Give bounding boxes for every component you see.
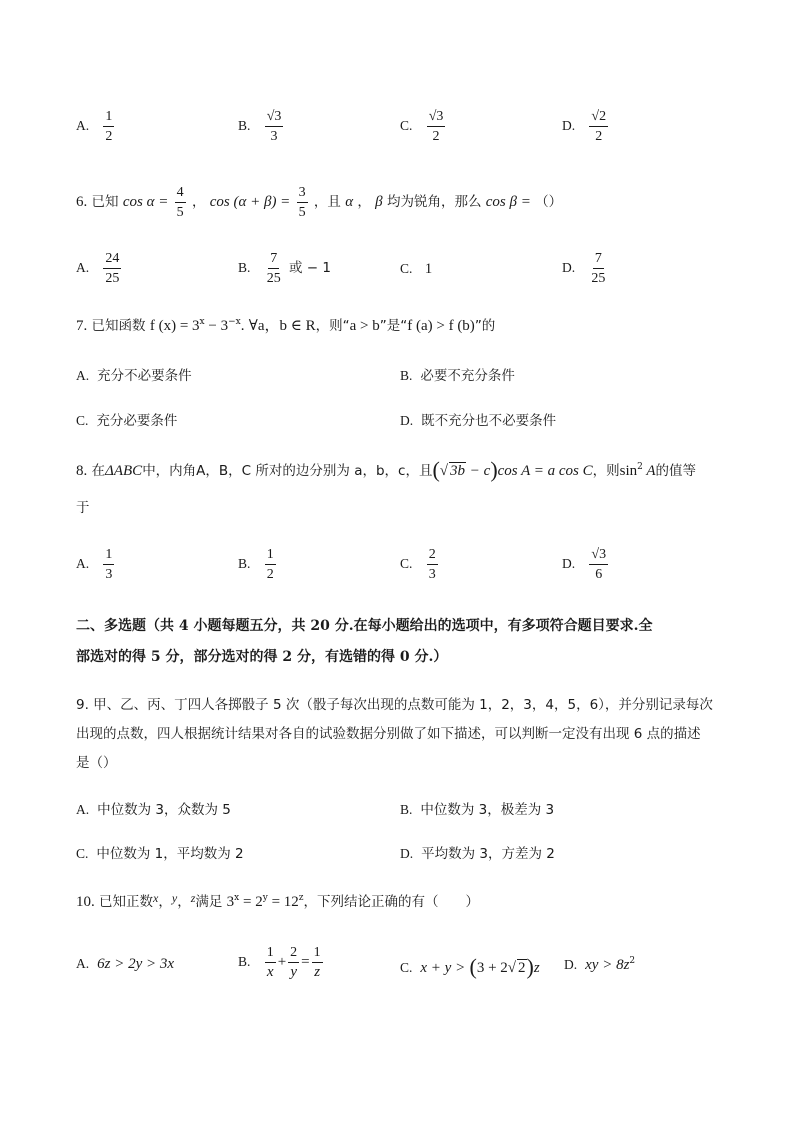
fraction: $\frac{4}{5}$ <box>176 185 184 220</box>
q8-option-d <box>562 546 610 583</box>
fraction: $\frac{2}{y}$ <box>290 945 298 980</box>
option-label: D. <box>562 556 576 571</box>
fraction: $\frac{1}{3}$ <box>105 547 113 582</box>
fraction: $\frac{1}{z}$ <box>313 945 321 980</box>
q8-stem: 8. 在ΔABC中，内角A，B，C 所对的边分别为 a，b，c，且(√ 3b − c)cos A = a cos C，则$\sin^2 A$的值等 <box>76 457 697 482</box>
option-label: A. <box>76 260 90 275</box>
fraction: $\frac{1}{x}$ <box>266 945 274 980</box>
q6-option-c: C. 1 <box>400 261 433 277</box>
q7-option-a: A. 充分不必要条件 <box>76 368 192 384</box>
fraction: $\frac{7}{25}$ <box>266 251 281 286</box>
q10-stem: 10. 已知正数x，y，z满足 $3^x = 2^y = 12^z$，下列结论正确的有（ ） <box>76 891 480 910</box>
q9-option-c: C. 中位数为 1，平均数为 2 <box>76 846 244 862</box>
q6-option-a <box>76 250 123 287</box>
option-label: A. <box>76 556 90 571</box>
option-label: C. <box>400 960 413 975</box>
option-label: A. <box>76 956 90 971</box>
q9-option-b: B. 中位数为 3，极差为 3 <box>400 802 555 818</box>
fraction: $\frac{√2}{2}$ <box>591 109 607 144</box>
option-label: C. <box>400 556 413 571</box>
q10-option-a: A. 6z > 2y > 3x <box>76 956 175 972</box>
option-label: D. <box>400 413 414 428</box>
section-heading: 二、多选题（共 4 小题每题五分，共 20 分.在每小题给出的选项中，有多项符合题目要求.全 <box>76 618 653 634</box>
option-label: B. <box>400 802 413 817</box>
option-label: B. <box>238 260 251 275</box>
fraction: $\frac{7}{25}$ <box>591 251 606 286</box>
q10-option-d: D. xy > $8z^2$ <box>564 956 636 973</box>
q8-stem-continued: 于 <box>76 500 90 516</box>
q5-option-b <box>238 108 285 145</box>
q6-option-d <box>562 250 609 287</box>
q5-option-d <box>562 108 610 145</box>
q9-option-d: D. 平均数为 3，方差为 2 <box>400 846 555 862</box>
q7-option-d: D. 既不充分也不必要条件 <box>400 413 557 429</box>
option-label: C. <box>400 118 413 133</box>
fraction: $\frac{√3}{2}$ <box>428 109 444 144</box>
option-label: A. <box>76 118 90 133</box>
fraction: $\frac{3}{5}$ <box>298 185 306 220</box>
option-label: A. <box>76 368 90 383</box>
option-label: B. <box>238 954 251 969</box>
q6-option-b: B. $\frac{7}{25}$ 或 − 1 <box>238 251 331 286</box>
option-label: B. <box>238 118 251 133</box>
q7-stem: 7. 已知函数 f $(x) = 3^x - 3^{-x}$. ∀a，b ∈ R，则“a > b”是“f (a) > f (b)”的 <box>76 317 496 334</box>
section-heading-continued: 部选对的得 5 分，部分选对的得 2 分，有选错的得 0 分.） <box>76 649 448 665</box>
option-label: C. <box>76 846 89 861</box>
fraction: $\frac{√3}{3}$ <box>266 109 282 144</box>
option-label: B. <box>400 368 413 383</box>
option-label: A. <box>76 802 90 817</box>
option-label: B. <box>238 556 251 571</box>
q9-option-a: A. 中位数为 3，众数为 5 <box>76 802 231 818</box>
fraction: $\frac{2}{3}$ <box>428 547 436 582</box>
q6-stem: 6. 已知 cos α = $\frac{4}{5}$ ， cos (α + β) = $\frac{3}{5}$ ，且 α ， β 均为锐角，那么 cos β = （） <box>76 185 563 220</box>
option-label: D. <box>562 260 576 275</box>
q10-option-c: C. x + y > (3 + 2√ 2)z <box>400 954 540 979</box>
option-label: D. <box>400 846 414 861</box>
fraction: $\frac{√3}{6}$ <box>591 547 607 582</box>
q8-option-c <box>400 546 440 583</box>
q9-stem-line1: 9. 甲、乙、丙、丁四人各掷骰子 5 次（骰子每次出现的点数可能为 1，2，3，4，5，6），并分别记录每次 <box>76 697 713 713</box>
option-label: D. <box>562 118 576 133</box>
fraction: $\frac{1}{2}$ <box>105 109 113 144</box>
q9-stem-line3: 是（） <box>76 755 117 771</box>
q5-option-c <box>400 108 447 145</box>
option-label: C. <box>76 413 89 428</box>
q8-option-b <box>238 546 278 583</box>
q9-stem-line2: 出现的点数，四人根据统计结果对各自的试验数据分别做了如下描述，可以判断一定没有出现 6 点的描述 <box>76 726 701 742</box>
q7-option-b: B. 必要不充分条件 <box>400 368 515 384</box>
q10-option-b: B. $\frac{1}{x}$ + $\frac{2}{y}$ = $\frac{1}{z}$ <box>238 945 321 980</box>
q8-option-a <box>76 546 116 583</box>
q7-option-c: C. 充分必要条件 <box>76 413 178 429</box>
option-label: D. <box>564 957 578 972</box>
fraction: $\frac{24}{25}$ <box>105 251 120 286</box>
fraction: $\frac{1}{2}$ <box>266 547 274 582</box>
option-label: C. <box>400 261 413 276</box>
q5-option-a <box>76 108 116 145</box>
